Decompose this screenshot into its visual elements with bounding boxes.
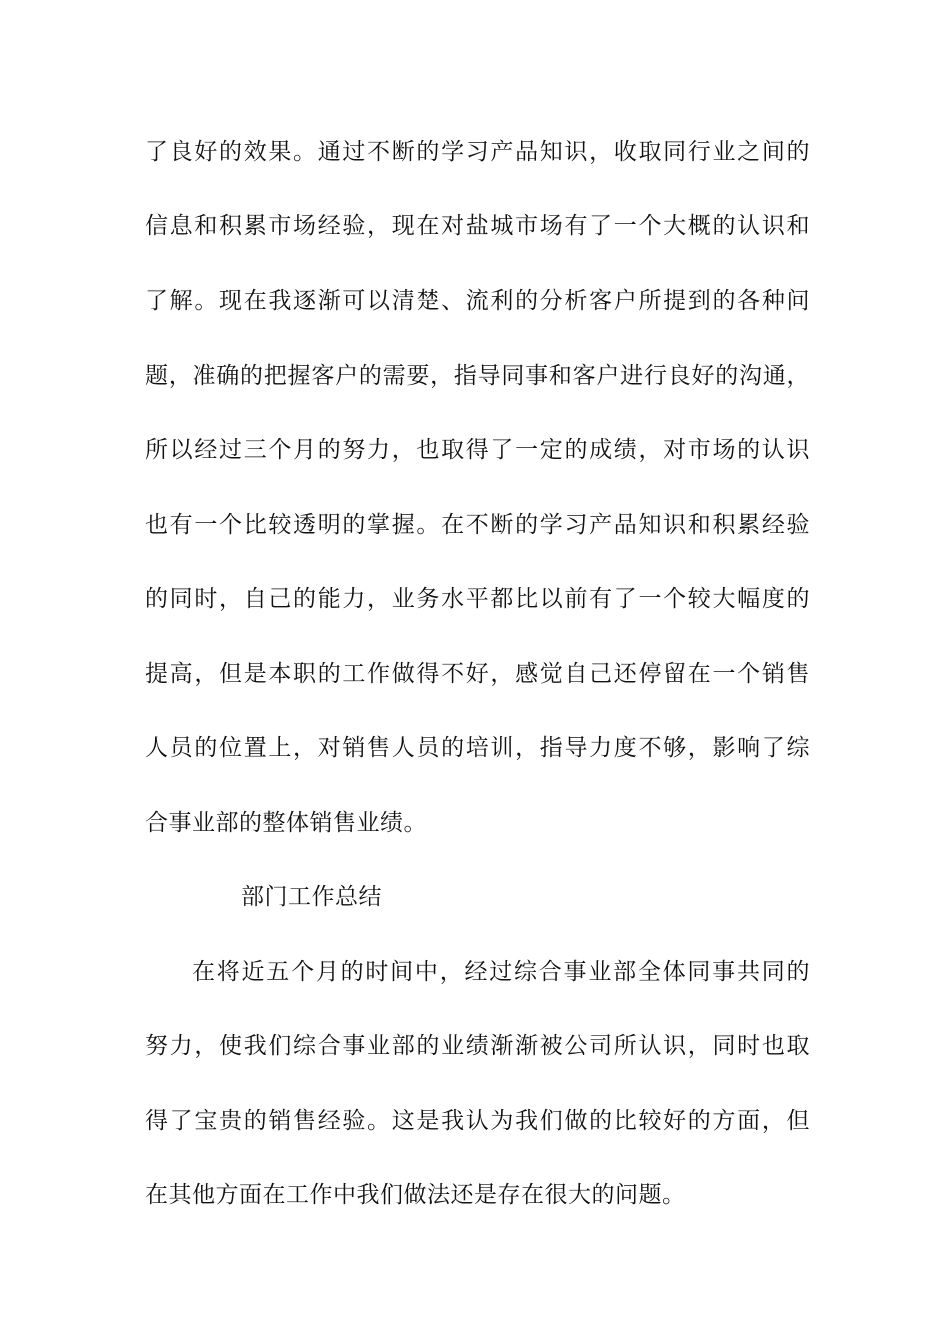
paragraph-line: 的同时，自己的能力，业务水平都比以前有了一个较大幅度的 — [145, 586, 810, 612]
paragraph-line: 也有一个比较透明的掌握。在不断的学习产品知识和积累经验 — [145, 512, 810, 538]
paragraph-line: 了解。现在我逐渐可以清楚、流利的分析客户所提到的各种问 — [145, 288, 810, 314]
paragraph-line: 提高，但是本职的工作做得不好，感觉自己还停留在一个销售 — [145, 661, 810, 687]
section-heading: 部门工作总结 — [241, 884, 382, 910]
paragraph-line: 人员的位置上，对销售人员的培训，指导力度不够，影响了综 — [145, 735, 810, 761]
paragraph-line: 努力，使我们综合事业部的业绩渐渐被公司所认识，同时也取 — [145, 1033, 810, 1059]
paragraph-line: 在其他方面在工作中我们做法还是存在很大的问题。 — [145, 1182, 686, 1208]
paragraph-line: 在将近五个月的时间中，经过综合事业部全体同事共同的 — [192, 959, 810, 985]
paragraph-line: 合事业部的整体销售业绩。 — [145, 810, 427, 836]
paragraph-line: 得了宝贵的销售经验。这是我认为我们做的比较好的方面，但 — [145, 1108, 810, 1134]
paragraph-line: 信息和积累市场经验，现在对盐城市场有了一个大概的认识和 — [145, 213, 810, 239]
paragraph-line: 了良好的效果。通过不断的学习产品知识，收取同行业之间的 — [145, 139, 810, 165]
paragraph-line: 所以经过三个月的努力，也取得了一定的成绩，对市场的认识 — [145, 437, 810, 463]
paragraph-line: 题，准确的把握客户的需要，指导同事和客户进行良好的沟通， — [145, 363, 810, 389]
